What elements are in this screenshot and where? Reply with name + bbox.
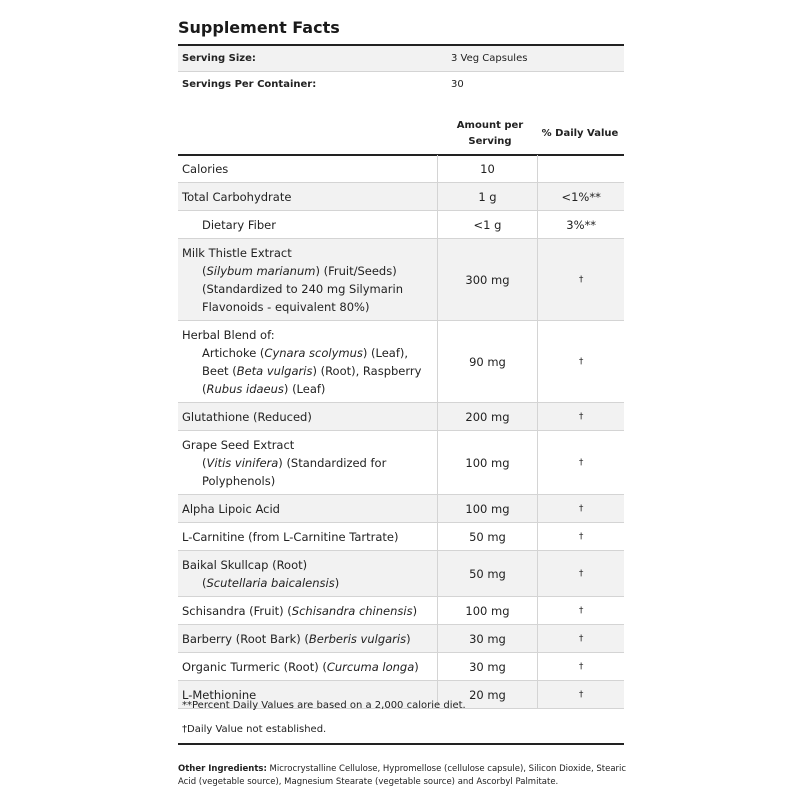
- nutrient-daily-value: <1%**: [538, 183, 624, 211]
- nutrient-name: [178, 653, 437, 681]
- desc-text: ): [414, 659, 419, 674]
- other-ingredients: [178, 763, 628, 789]
- nutrient-amount: 100 mg: [437, 597, 538, 625]
- nutrient-name: [178, 239, 437, 321]
- nutrient-amount: 30 mg: [437, 625, 538, 653]
- latin-name: Beta vulgaris: [236, 363, 313, 378]
- nutrient-description: [182, 574, 433, 592]
- latin-name: Cynara scolymus: [264, 345, 363, 360]
- table-row: [178, 239, 624, 321]
- page-title: Supplement Facts: [178, 18, 340, 37]
- nutrient-amount: 300 mg: [437, 239, 538, 321]
- desc-text: (: [202, 455, 207, 470]
- table-row: [178, 625, 624, 653]
- daily-value-header: % Daily Value: [541, 128, 619, 139]
- desc-text: ) (Root), Raspberry (: [202, 363, 422, 396]
- nutrient-daily-value: †: [538, 625, 624, 653]
- nutrient-amount: 10: [437, 155, 538, 183]
- nutrient-daily-value: †: [538, 239, 624, 321]
- nutrient-name: Calories: [178, 155, 437, 183]
- nutrient-daily-value: †: [538, 681, 624, 709]
- nutrient-description: [182, 344, 433, 398]
- nutrient-table: [178, 155, 624, 709]
- other-ingredients-text: Microcrystalline Cellulose, Hypromellose (cellulose capsule), Silicon Dioxide, Stearic Acid (vegetable source), Magnesium Stearate (vegetable source) and Ascorbyl Palmitate.: [178, 764, 627, 787]
- nutrient-daily-value: †: [538, 653, 624, 681]
- amount-header-line2: Serving: [468, 136, 512, 147]
- nutrient-amount: 200 mg: [437, 403, 538, 431]
- nutrient-name: [178, 211, 437, 239]
- nutrient-daily-value: †: [538, 403, 624, 431]
- nutrient-name: [178, 551, 437, 597]
- nutrient-name-text: Grape Seed Extract: [182, 437, 295, 452]
- nutrient-amount: <1 g: [437, 211, 538, 239]
- nutrient-daily-value: †: [538, 597, 624, 625]
- nutrient-amount: 20 mg: [437, 681, 538, 709]
- table-row: [178, 403, 624, 431]
- nutrient-description: [182, 454, 433, 490]
- nutrient-name-text: Schisandra (Fruit) (: [182, 603, 292, 618]
- nutrient-name-text: Barberry (Root Bark) (: [182, 631, 309, 646]
- nutrient-name-text: Baikal Skullcap (Root): [182, 557, 308, 572]
- latin-name: Berberis vulgaris: [308, 631, 407, 646]
- table-row: [178, 597, 624, 625]
- table-row: [178, 155, 624, 183]
- nutrient-daily-value: 3%**: [538, 211, 624, 239]
- table-row: [178, 211, 624, 239]
- nutrient-amount: 30 mg: [437, 653, 538, 681]
- nutrient-name: Glutathione (Reduced): [178, 403, 437, 431]
- latin-name: Scutellaria baicalensis: [206, 575, 335, 590]
- serving-size-value: 3 Veg Capsules: [451, 53, 528, 64]
- bottom-rule: [178, 743, 624, 745]
- latin-name: Curcuma longa: [326, 659, 415, 674]
- table-row: [178, 653, 624, 681]
- amount-header-line1: Amount per: [456, 120, 524, 131]
- desc-text: ) (Standardized for Polyphenols): [202, 455, 387, 488]
- desc-text: ): [334, 575, 340, 590]
- table-row: [178, 523, 624, 551]
- nutrient-name: L-Carnitine (from L-Carnitine Tartrate): [178, 523, 437, 551]
- nutrient-name: [178, 597, 437, 625]
- nutrient-daily-value: †: [538, 431, 624, 495]
- amount-header: [434, 118, 546, 150]
- desc-text: ) (Fruit/Seeds) (Standardized to 240 mg Silymarin Flavonoids - equivalent 80%): [202, 263, 403, 314]
- serving-size-row: [178, 46, 624, 71]
- nutrient-amount: 50 mg: [437, 523, 538, 551]
- other-ingredients-label: Other Ingredients:: [178, 764, 267, 774]
- serving-size-label: Serving Size:: [182, 53, 256, 64]
- nutrient-daily-value: †: [538, 321, 624, 403]
- latin-name: Vitis vinifera: [206, 455, 279, 470]
- desc-text: ): [412, 603, 418, 618]
- dagger-note: †Daily Value not established.: [182, 724, 327, 735]
- nutrient-name-text: Organic Turmeric (Root) (: [182, 659, 327, 674]
- desc-text: Artichoke (: [202, 345, 265, 360]
- desc-text: (: [202, 263, 207, 278]
- desc-text: ) (Leaf), Beet (: [202, 345, 409, 378]
- nutrient-name: L-Methionine: [178, 681, 437, 709]
- nutrient-name-text: Milk Thistle Extract: [182, 245, 292, 260]
- nutrient-name: Alpha Lipoic Acid: [178, 495, 437, 523]
- nutrient-name: [178, 625, 437, 653]
- desc-text: ): [406, 631, 411, 646]
- table-row: [178, 431, 624, 495]
- nutrient-name: Total Carbohydrate: [178, 183, 437, 211]
- desc-text: (: [202, 575, 207, 590]
- nutrient-daily-value: †: [538, 551, 624, 597]
- nutrient-amount: 50 mg: [437, 551, 538, 597]
- nutrient-daily-value: †: [538, 495, 624, 523]
- nutrient-daily-value: †: [538, 523, 624, 551]
- nutrient-amount: 100 mg: [437, 431, 538, 495]
- servings-per-container-row: [178, 71, 624, 97]
- nutrient-name-text: Dietary Fiber: [202, 217, 276, 232]
- desc-text: ) (Leaf): [283, 381, 326, 396]
- latin-name: Schisandra chinensis: [291, 603, 413, 618]
- nutrient-description: [182, 262, 433, 316]
- percent-daily-value-note: **Percent Daily Values are based on a 2,000 calorie diet.: [182, 700, 466, 711]
- nutrient-amount: 1 g: [437, 183, 538, 211]
- table-row: [178, 183, 624, 211]
- nutrient-amount: 100 mg: [437, 495, 538, 523]
- nutrient-name-text: Herbal Blend of:: [182, 327, 275, 342]
- table-row: [178, 321, 624, 403]
- nutrient-daily-value: [538, 155, 624, 183]
- latin-name: Rubus idaeus: [206, 381, 284, 396]
- nutrient-amount: 90 mg: [437, 321, 538, 403]
- servings-per-container-value: 30: [451, 79, 464, 90]
- nutrient-name: [178, 321, 437, 403]
- table-row: [178, 495, 624, 523]
- table-row: [178, 551, 624, 597]
- nutrient-name: [178, 431, 437, 495]
- latin-name: Silybum marianum: [206, 263, 316, 278]
- servings-per-container-label: Servings Per Container:: [182, 79, 317, 90]
